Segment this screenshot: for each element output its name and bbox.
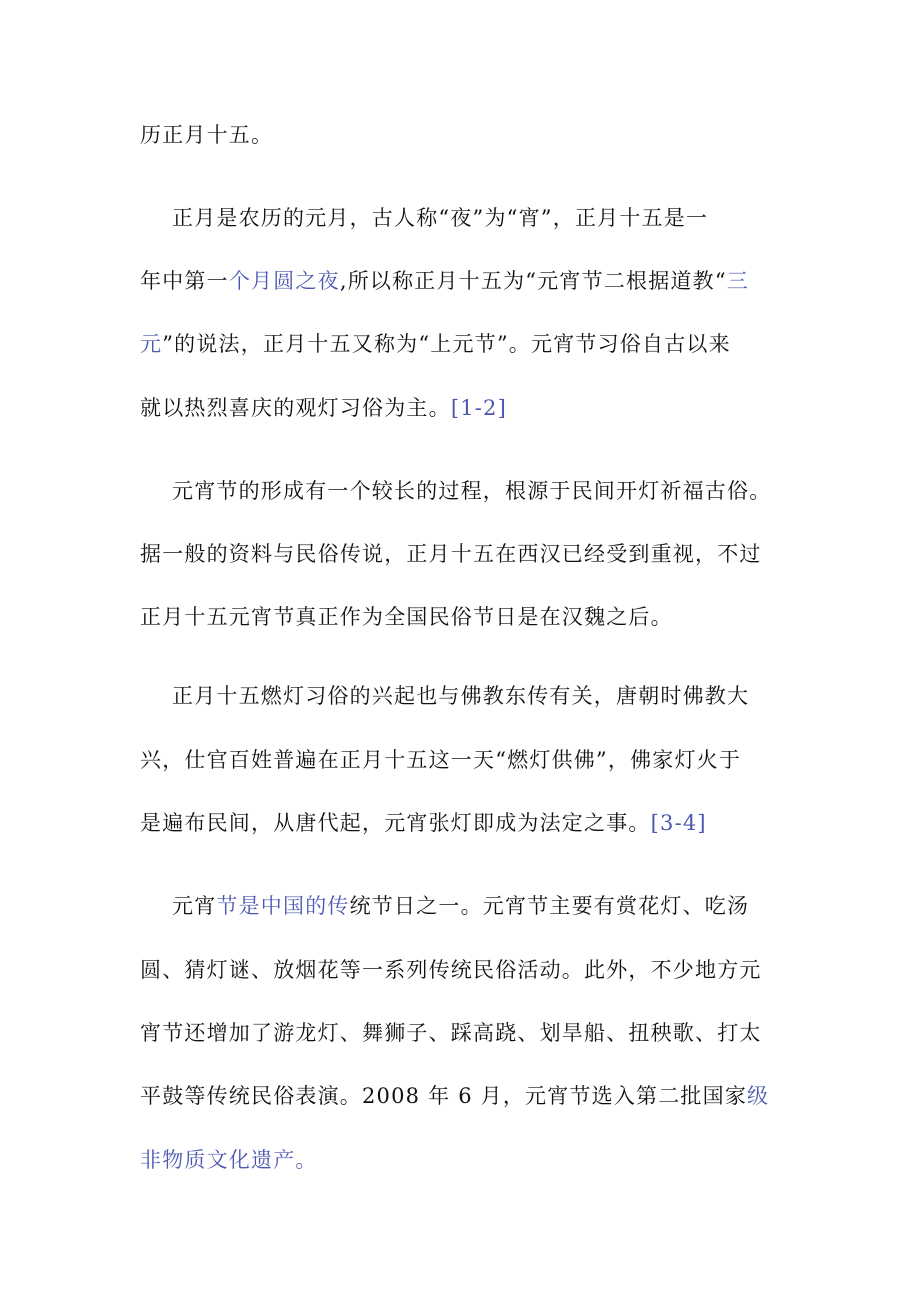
text-run: 历正月十五。 xyxy=(140,123,274,147)
text-run: 元宵节的形成有一个较长的过程，根源于民间开灯祈福古俗。 xyxy=(172,479,772,503)
text-run: 圆、猜灯谜、放烟花等一系列传统民俗活动。此外，不少地方元 xyxy=(140,958,762,982)
text-run: 正月是农历的元月，古人称“夜”为“宵”，正月十五是一 xyxy=(172,206,709,230)
text-line xyxy=(140,808,707,838)
text-run: 就以热烈喜庆的观灯习俗为主。 xyxy=(140,396,451,420)
text-run: 统节日之一。元宵节主要有赏花灯、吃汤 xyxy=(349,894,750,918)
text-run: 年中第一 xyxy=(140,269,229,293)
text-line xyxy=(140,955,762,985)
text-line xyxy=(140,1145,318,1175)
text-run: 正月十五燃灯习俗的兴起也与佛教东传有关，唐朝时佛教大 xyxy=(172,684,750,708)
text-line xyxy=(140,393,507,423)
text-run: ,所以称正月十五为“元宵节二根据道教“ xyxy=(339,269,727,293)
text-run: 平鼓等传统民俗表演。2008 年 6 月，元宵节选入第二批国家 xyxy=(140,1084,748,1108)
text-run: 据一般的资料与民俗传说，正月十五在西汉已经受到重视，不过 xyxy=(140,542,762,566)
text-run: 是遍布民间，从唐代起，元宵张灯即成为法定之事。 xyxy=(140,811,651,835)
text-run: 宵节还增加了游龙灯、舞狮子、踩高跷、划旱船、扭秧歌、打太 xyxy=(140,1021,762,1045)
text-line xyxy=(140,745,741,775)
hyperlink[interactable]: 个月圆之夜 xyxy=(228,269,340,293)
text-line xyxy=(140,602,673,632)
text-line xyxy=(140,266,749,296)
hyperlink[interactable]: 非物质文化遗产。 xyxy=(140,1148,318,1172)
citation-link[interactable]: [1-2] xyxy=(450,396,508,420)
text-line xyxy=(172,203,708,233)
text-run: 兴，仕官百姓普遍在正月十五这一天“燃灯供佛”，佛家灯火于 xyxy=(140,748,742,772)
text-line xyxy=(172,681,749,711)
citation-link[interactable]: [3-4] xyxy=(650,811,707,835)
text-run: ”的说法，正月十五又称为“上元节”。元宵节习俗自古以来 xyxy=(162,332,731,356)
hyperlink[interactable]: 元 xyxy=(140,332,163,356)
text-line xyxy=(140,1081,769,1111)
text-line xyxy=(172,891,749,921)
hyperlink[interactable]: 节是中国的传 xyxy=(216,894,350,918)
text-line xyxy=(140,120,273,150)
hyperlink[interactable]: 三 xyxy=(726,269,749,293)
hyperlink[interactable]: 级 xyxy=(747,1084,770,1108)
text-line xyxy=(172,476,771,506)
text-run: 元宵 xyxy=(172,894,217,918)
text-line xyxy=(140,539,762,569)
text-line xyxy=(140,1018,762,1048)
text-line xyxy=(140,329,731,359)
text-run: 正月十五元宵节真正作为全国民俗节日是在汉魏之后。 xyxy=(140,605,673,629)
